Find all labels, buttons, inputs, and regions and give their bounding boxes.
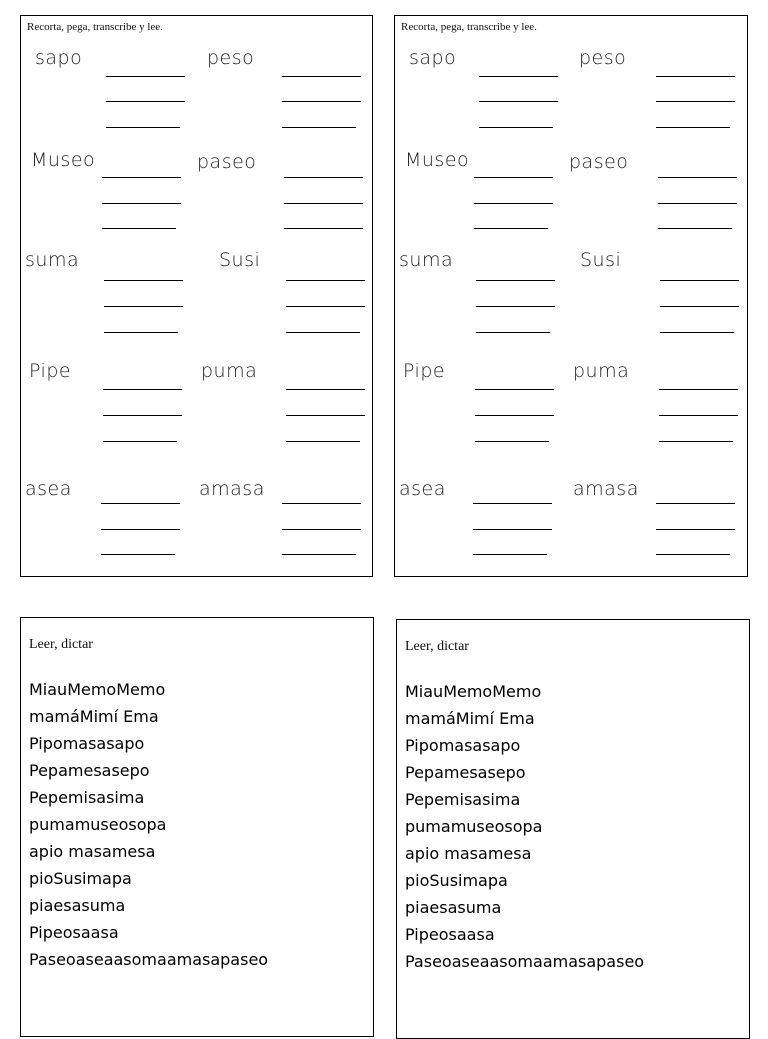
writing-line: [476, 332, 550, 333]
writing-line: [103, 415, 182, 416]
transcribe-card-left: [20, 15, 373, 577]
writing-line: [284, 203, 363, 204]
word-amasa: amasa: [573, 478, 639, 500]
word-susi: Susi: [219, 249, 261, 271]
reading-line: pioSusimapa: [29, 869, 132, 888]
writing-line: [286, 415, 365, 416]
writing-line: [286, 441, 360, 442]
writing-line: [282, 554, 356, 555]
word-peso: peso: [207, 47, 255, 69]
word-puma: puma: [573, 360, 630, 382]
writing-line: [656, 101, 735, 102]
card-instructions: Recorta, pega, transcribe y lee.: [401, 21, 537, 33]
writing-line: [658, 203, 737, 204]
writing-line: [656, 529, 735, 530]
reading-line: Paseoaseaasomaamasapaseo: [29, 950, 269, 969]
writing-line: [660, 306, 739, 307]
writing-line: [476, 280, 555, 281]
writing-line: [659, 441, 733, 442]
writing-line: [101, 554, 175, 555]
writing-line: [475, 441, 549, 442]
reading-line: mamáMimí Ema: [405, 709, 535, 728]
writing-line: [656, 503, 735, 504]
writing-line: [104, 332, 178, 333]
reading-line: mamáMimí Ema: [29, 707, 159, 726]
writing-line: [659, 415, 738, 416]
reading-line: apio masamesa: [405, 844, 532, 863]
reading-line: Pipeosaasa: [405, 925, 495, 944]
writing-line: [656, 76, 735, 77]
reading-line: piaesasuma: [29, 896, 126, 915]
reading-card-right: [396, 619, 750, 1039]
writing-line: [479, 76, 558, 77]
writing-line: [284, 228, 363, 229]
writing-line: [104, 280, 183, 281]
reading-line: Paseoaseaasomaamasapaseo: [405, 952, 645, 971]
word-pipe: Pipe: [29, 360, 72, 382]
reading-line: MiauMemoMemo: [29, 680, 166, 699]
writing-line: [103, 441, 177, 442]
writing-line: [102, 228, 176, 229]
writing-line: [658, 228, 732, 229]
writing-line: [286, 280, 365, 281]
transcribe-card-right: [394, 15, 748, 577]
writing-line: [656, 127, 730, 128]
writing-line: [474, 228, 548, 229]
writing-line: [659, 389, 738, 390]
reading-line: pumamuseosopa: [405, 817, 543, 836]
writing-line: [106, 127, 180, 128]
word-peso: peso: [579, 47, 627, 69]
writing-line: [656, 554, 730, 555]
word-paseo: paseo: [569, 151, 629, 173]
word-sapo: sapo: [409, 47, 457, 69]
writing-line: [103, 389, 182, 390]
writing-line: [282, 503, 361, 504]
writing-line: [282, 101, 361, 102]
writing-line: [106, 76, 185, 77]
writing-line: [282, 76, 361, 77]
reading-line: Pepamesasepo: [405, 763, 526, 782]
reading-list: [29, 676, 268, 973]
reading-line: pumamuseosopa: [29, 815, 167, 834]
writing-line: [286, 332, 360, 333]
writing-line: [282, 127, 356, 128]
word-suma: suma: [399, 249, 454, 271]
writing-line: [286, 389, 365, 390]
card-instructions: Leer, dictar: [29, 637, 93, 652]
reading-line: MiauMemoMemo: [405, 682, 542, 701]
writing-line: [104, 306, 183, 307]
word-puma: puma: [201, 360, 258, 382]
writing-line: [101, 503, 180, 504]
word-suma: suma: [25, 249, 80, 271]
card-instructions: Recorta, pega, transcribe y lee.: [27, 21, 163, 33]
reading-line: piaesasuma: [405, 898, 502, 917]
writing-line: [660, 332, 734, 333]
writing-line: [102, 177, 181, 178]
writing-line: [475, 389, 554, 390]
reading-line: Pipeosaasa: [29, 923, 119, 942]
word-amasa: amasa: [199, 478, 265, 500]
writing-line: [286, 306, 365, 307]
word-pipe: Pipe: [403, 360, 446, 382]
writing-line: [106, 101, 185, 102]
reading-line: Pepemisasima: [29, 788, 145, 807]
word-susi: Susi: [580, 249, 622, 271]
writing-line: [473, 554, 547, 555]
writing-line: [476, 306, 555, 307]
writing-line: [660, 280, 739, 281]
writing-line: [473, 503, 552, 504]
word-paseo: paseo: [197, 151, 257, 173]
writing-line: [473, 529, 552, 530]
writing-line: [474, 177, 553, 178]
reading-line: Pepamesasepo: [29, 761, 150, 780]
writing-line: [474, 203, 553, 204]
reading-line: Pipomasasapo: [29, 734, 145, 753]
reading-list: [405, 678, 644, 975]
writing-line: [479, 127, 553, 128]
writing-line: [101, 529, 180, 530]
writing-line: [658, 177, 737, 178]
word-asea: asea: [399, 478, 446, 500]
writing-line: [284, 177, 363, 178]
card-instructions: Leer, dictar: [405, 639, 469, 654]
reading-line: pioSusimapa: [405, 871, 508, 890]
reading-card-left: [20, 617, 374, 1037]
word-museo: Museo: [31, 149, 96, 171]
word-sapo: sapo: [35, 47, 83, 69]
reading-line: apio masamesa: [29, 842, 156, 861]
word-asea: asea: [25, 478, 72, 500]
reading-line: Pepemisasima: [405, 790, 521, 809]
writing-line: [479, 101, 558, 102]
writing-line: [475, 415, 554, 416]
word-museo: Museo: [405, 149, 470, 171]
writing-line: [102, 203, 181, 204]
reading-line: Pipomasasapo: [405, 736, 521, 755]
writing-line: [282, 529, 361, 530]
